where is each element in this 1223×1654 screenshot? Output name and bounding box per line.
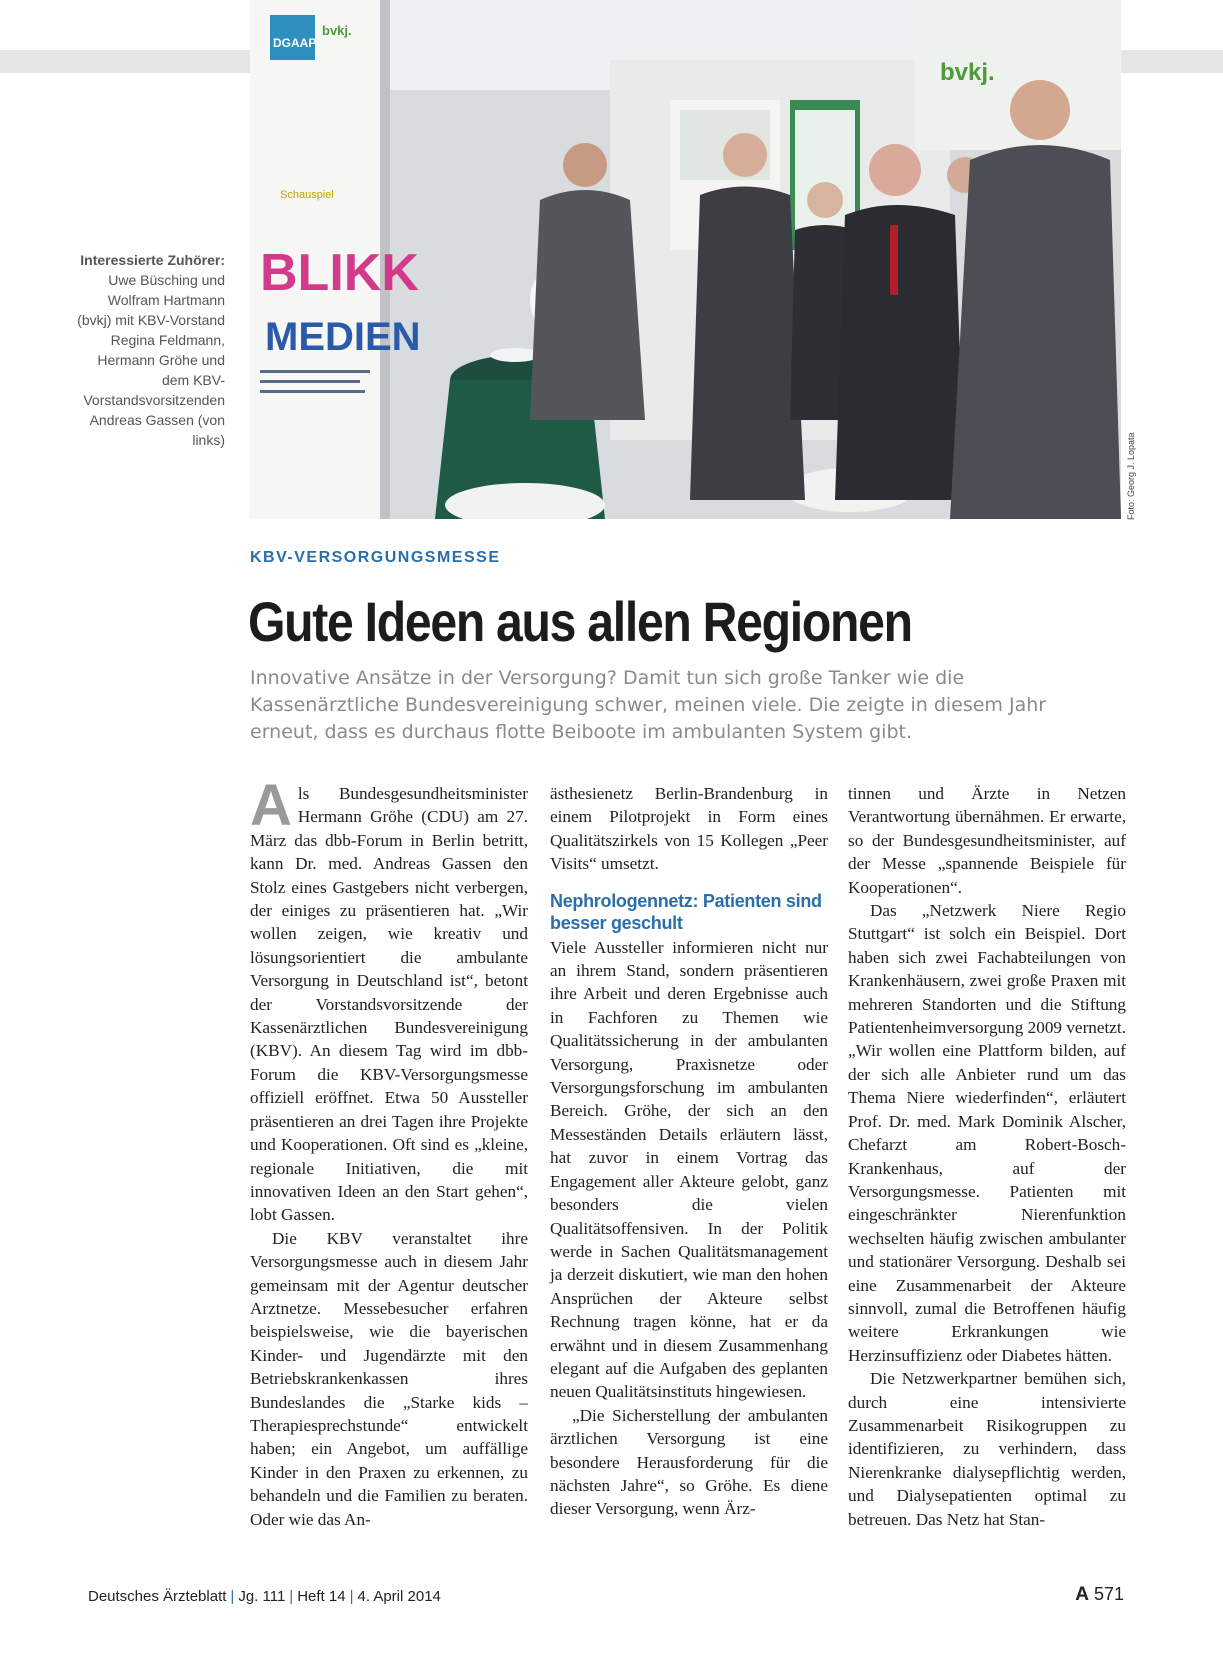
page-number: [1075, 1584, 1124, 1606]
journal-volume: Jg. 111: [238, 1588, 286, 1605]
article-kicker: KBV-VERSORGUNGSMESSE: [250, 549, 501, 566]
paragraph: Die KBV veranstaltet ihre Versorgungsmesse auch in diesem Jahr gemeinsam mit der Agentur deutscher Arztnetze. Messebesucher erfahren beispielsweise, wie die bayerischen Kinder- und Jugendärzte mit den Betriebskrankenkassen ihres Bundeslandes die „Starke kids – Therapiesprechstunde“ entwickelt haben; ein Angebot, um auffällige Kinder in den Praxen zu erkennen, zu behandeln und die Familien zu beraten. Oder wie das An-: [250, 1228, 528, 1529]
paragraph: Die Netzwerkpartner bemühen sich, durch eine intensivierte Zusammenarbeit Risikogruppen zu identifizieren, zu verhindern, dass Nierenkranke dialysepflichtig werden, und Dialysepatienten optimal zu betreuen. Das Netz hat Stan-: [848, 1369, 1126, 1529]
banner-text-medien: MEDIEN: [265, 315, 421, 359]
article-column-2: [550, 782, 828, 1521]
journal-name: Deutsches Ärzteblatt: [88, 1588, 227, 1605]
article-column-3: [848, 782, 1126, 1531]
article-lead: Innovative Ansätze in der Versorgung? Damit tun sich große Tanker wie die Kassenärztliche Bundesvereinigung schwer, meinen viele. Die zeigte in diesem Jahr erneut, dass es durchaus flotte Beiboote im ambulanten System gibt.: [250, 667, 1047, 743]
article-photo: [250, 0, 1121, 519]
footer-separator: |: [349, 1588, 354, 1605]
page-number-value: 571: [1093, 1584, 1124, 1604]
journal-issue: Heft 14: [297, 1588, 346, 1605]
banner-text-schauspiel: Schauspiel: [280, 189, 334, 201]
drop-cap: A: [250, 773, 292, 838]
article-column-1: [250, 773, 528, 1531]
paragraph: ästhesienetz Berlin-Brandenburg in einem Pilotprojekt in Form eines Qualitätszirkels von 15 Kollegen „Peer Visits“ umsetzt.: [550, 784, 828, 874]
paragraph: „Die Sicherstellung der ambulanten ärztlichen Versorgung ist eine besondere Herausforderung für die nächsten Jahre“, so Gröhe. Es diene dieser Versorgung, wenn Ärz-: [550, 1405, 828, 1519]
caption-body: Uwe Büsching und Wolfram Hartmann (bvkj) mit KBV-Vorstand Regina Feldmann, Hermann Gröhe und dem KBV-Vorstandsvorsitzenden Andreas Gassen (von links): [77, 272, 225, 448]
banner-text-bvkj: bvkj.: [322, 23, 352, 38]
banner-text-blikk: BLIKK: [260, 244, 419, 302]
photo-illustration: [250, 0, 1121, 519]
banner-text-dgaap: DGAAP: [273, 36, 317, 50]
footer-separator: |: [289, 1588, 294, 1605]
photo-caption: [72, 250, 225, 450]
section-subhead: Nephrologennetz: Patienten sind besser geschult: [550, 890, 822, 933]
article-headline: Gute Ideen aus allen Regionen: [248, 590, 912, 653]
paragraph: tinnen und Ärzte in Netzen Verantwortung übernähmen. Er erwarte, so der Bundesgesundheitsminister, auf der Messe „spannende Beispiele für Kooperationen“.: [848, 784, 1126, 897]
paragraph-text: ls Bundesgesundheitsminister Hermann Gröhe (CDU) am 27. März das dbb-Forum in Berlin betritt, kann Dr. med. Andreas Gassen den Stolz eines Gastgebers nicht verbergen, der einiges zu präsentieren hat. „Wir wollen zeigen, wie kreativ und lösungsorientiert die ambulante Versorgung in Deutschland ist“, betont der Vorstandsvorsitzende der Kassenärztlichen Bundesvereinigung (KBV). An diesem Tag wird im dbb-Forum die KBV-Versorgungsmesse offiziell eröffnet. Etwa 50 Aussteller präsentieren an drei Tagen ihre Projekte und Kooperationen. Oft sind es „kleine, regionale Initiativen, die mit innovativen Ideen an den Start gehen“, lobt Gassen.: [250, 784, 528, 1225]
paragraph: Viele Aussteller informieren nicht nur an ihrem Stand, sondern präsentieren ihre Arbeit und deren Ergebnisse auch in Fachforen zu Themen wie Qualitätssicherung in der ambulanten Versorgung, Praxisnetze oder Versorgungsforschung im ambulanten Bereich. Gröhe, der sich an den Messeständen Details erläutern lässt, hat zuvor in einem Vortrag das Engagement aller Akteure gelobt, ganz besonders die vielen Qualitätsoffensiven. In der Politik werde in Sachen Qualitätsmanagement ja derzeit diskutiert, wie man den hohen Ansprüchen der Akteure selbst Rechnung tragen könne, hat er da erwähnt und in diesem Zusammenhang elegant auf die Aufgaben des geplanten neuen Qualitätsinstituts hingewiesen.: [550, 937, 828, 1402]
issue-date: 4. April 2014: [357, 1588, 441, 1605]
paragraph: [250, 773, 528, 1227]
caption-heading: Interessierte Zuhörer:: [80, 252, 225, 268]
page-footer: [88, 1588, 441, 1605]
page-prefix: A: [1075, 1584, 1089, 1605]
photo-credit: Foto: Georg J. Lopata: [1126, 432, 1136, 520]
banner-text-bvkj-right: bvkj.: [940, 59, 995, 86]
paragraph: Das „Netzwerk Niere Regio Stuttgart“ ist solch ein Beispiel. Dort haben sich zwei Fachabteilungen von Krankenhäusern, zwei große Praxen mit mehreren Standorten und die Stiftung Patientenheimversorgung 2009 vernetzt. „Wir wollen eine Plattform bilden, auf der sich alle Anbieter rund um das Thema Niere wiederfinden“, erläutert Prof. Dr. med. Mark Dominik Alscher, Chefarzt am Robert-Bosch-Krankenhaus, auf der Versorgungsmesse. Patienten mit eingeschränkter Nierenfunktion wechselten häufig zwischen ambulanter und stationärer Versorgung. Deshalb sei eine Zusammenarbeit der Akteure sinnvoll, zumal die Betroffenen häufig weitere Erkrankungen wie Herzinsuffizienz oder Diabetes hätten.: [848, 901, 1126, 1365]
footer-separator: |: [230, 1588, 235, 1605]
